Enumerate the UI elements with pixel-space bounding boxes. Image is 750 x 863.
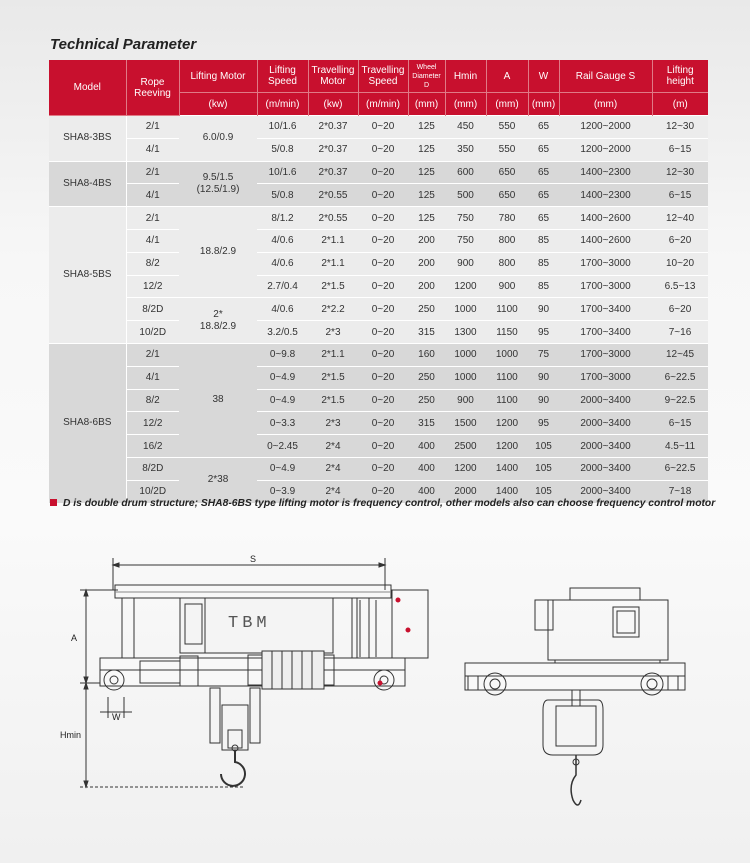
table-cell: 90 (528, 298, 559, 321)
table-cell: 10/2D (126, 480, 179, 502)
table-cell: 90 (528, 389, 559, 412)
table-cell: 2*4 (308, 480, 358, 502)
table-cell: 2*1.5 (308, 389, 358, 412)
table-cell: 1000 (445, 366, 486, 389)
table-cell: 18.8/2.9 (179, 207, 257, 298)
table-cell: 1100 (486, 366, 528, 389)
table-cell: 16/2 (126, 435, 179, 458)
table-cell: 2*1.5 (308, 366, 358, 389)
table-cell: 0~20 (358, 480, 408, 502)
table-cell: 2*0.55 (308, 207, 358, 230)
unit-lifting-motor: (kw) (179, 93, 257, 116)
table-cell: 0~20 (358, 389, 408, 412)
table-cell: 4/0.6 (257, 252, 308, 275)
table-cell: 0~2.45 (257, 435, 308, 458)
table-cell: 75 (528, 343, 559, 366)
table-cell: 2*38 (179, 457, 257, 502)
table-cell: 550 (486, 138, 528, 161)
table-cell: 5/0.8 (257, 184, 308, 207)
dim-label-w: W (112, 712, 121, 722)
table-cell: 7~16 (652, 321, 708, 344)
table-cell: 160 (408, 343, 445, 366)
table-cell: 65 (528, 161, 559, 184)
unit-wheel-diameter: (mm) (408, 93, 445, 116)
table-cell: 2*0.37 (308, 161, 358, 184)
table-cell: 12~45 (652, 343, 708, 366)
col-header-lifting-motor: Lifting Motor (179, 60, 257, 93)
table-cell: 1300 (445, 321, 486, 344)
table-cell: 5/0.8 (257, 138, 308, 161)
table-cell: 780 (486, 207, 528, 230)
table-cell: 1100 (486, 389, 528, 412)
table-cell: 4/1 (126, 229, 179, 252)
table-cell: 2*2.2 (308, 298, 358, 321)
table-cell: 8/2D (126, 457, 179, 480)
col-header-model: Model (49, 60, 126, 116)
table-cell: 65 (528, 116, 559, 139)
table-cell: 2/1 (126, 207, 179, 230)
table-cell: 1700~3000 (559, 343, 652, 366)
table-cell: 2/1 (126, 116, 179, 139)
table-cell: 1200~2000 (559, 138, 652, 161)
table-cell: 1400 (486, 480, 528, 502)
table-cell: 65 (528, 207, 559, 230)
table-cell: 200 (408, 229, 445, 252)
table-cell: 2*3 (308, 321, 358, 344)
table-cell: 65 (528, 138, 559, 161)
footnote-text: D is double drum structure; SHA8-6BS type lifting motor is frequency control, other models also can choose frequency control motor (63, 498, 716, 509)
table-cell: 315 (408, 321, 445, 344)
page-title: Technical Parameter (50, 36, 197, 53)
table-cell: 0~20 (358, 343, 408, 366)
table-cell: 2/1 (126, 343, 179, 366)
col-header-a: A (486, 60, 528, 93)
table-cell: 250 (408, 298, 445, 321)
table-cell: 105 (528, 480, 559, 502)
cell-model: SHA8-5BS (49, 207, 126, 344)
table-cell: 1200 (445, 457, 486, 480)
table-cell: 0~3.9 (257, 480, 308, 502)
table-cell: 0~4.9 (257, 366, 308, 389)
table-cell: 2000 (445, 480, 486, 502)
brand-logo: TBM (228, 614, 271, 633)
table-cell: 315 (408, 412, 445, 435)
table-cell: 1200~2000 (559, 116, 652, 139)
table-cell: 1500 (445, 412, 486, 435)
table-cell: 2000~3400 (559, 412, 652, 435)
table-cell: 250 (408, 389, 445, 412)
table-cell: 650 (486, 184, 528, 207)
table-cell: 6~15 (652, 138, 708, 161)
table-cell: 6.5~13 (652, 275, 708, 298)
table-cell: 4/1 (126, 184, 179, 207)
table-cell: 2000~3400 (559, 480, 652, 502)
table-cell: 200 (408, 252, 445, 275)
table-cell: 38 (179, 343, 257, 457)
table-cell: 125 (408, 184, 445, 207)
table-cell: 125 (408, 116, 445, 139)
table-cell: 3.2/0.5 (257, 321, 308, 344)
table-cell: 2*3 (308, 412, 358, 435)
table-cell: 1000 (445, 298, 486, 321)
table-cell: 1000 (445, 343, 486, 366)
table-cell: 1400~2300 (559, 161, 652, 184)
col-header-rail-gauge: Rail Gauge S (559, 60, 652, 93)
table-cell: 450 (445, 116, 486, 139)
table-cell: 2.7/0.4 (257, 275, 308, 298)
table-cell: 1400 (486, 457, 528, 480)
table-cell: 1700~3000 (559, 366, 652, 389)
table-cell: 4/1 (126, 366, 179, 389)
table-cell: 4/1 (126, 138, 179, 161)
table-cell: 1700~3400 (559, 298, 652, 321)
cell-model: SHA8-4BS (49, 161, 126, 207)
table-cell: 4.5~11 (652, 435, 708, 458)
table-cell: 200 (408, 275, 445, 298)
dim-label-s: S (250, 554, 257, 564)
table-cell: 400 (408, 457, 445, 480)
table-cell: 125 (408, 161, 445, 184)
table-cell: 2000~3400 (559, 457, 652, 480)
table-cell: 250 (408, 366, 445, 389)
table-cell: 900 (445, 389, 486, 412)
table-cell: 8/2 (126, 389, 179, 412)
table-cell: 125 (408, 207, 445, 230)
table-cell: 0~20 (358, 366, 408, 389)
table-cell: 10/2D (126, 321, 179, 344)
cell-model: SHA8-6BS (49, 343, 126, 502)
table-cell: 1400~2600 (559, 229, 652, 252)
table-cell: 9.5/1.5 (12.5/1.9) (179, 161, 257, 207)
table-cell: 750 (445, 229, 486, 252)
table-cell: 750 (445, 207, 486, 230)
hoist-front-view (465, 588, 685, 805)
table-cell: 12/2 (126, 412, 179, 435)
table-cell: 0~20 (358, 435, 408, 458)
table-cell: 350 (445, 138, 486, 161)
table-cell: 400 (408, 480, 445, 502)
table-cell: 800 (486, 229, 528, 252)
unit-lifting-speed: (m/min) (257, 93, 308, 116)
table-cell: 1150 (486, 321, 528, 344)
col-header-w: W (528, 60, 559, 93)
table-cell: 2000~3400 (559, 389, 652, 412)
table-cell: 0~3.3 (257, 412, 308, 435)
table-cell: 9~22.5 (652, 389, 708, 412)
table-cell: 2*1.1 (308, 229, 358, 252)
table-cell: 0~4.9 (257, 457, 308, 480)
table-cell: 85 (528, 252, 559, 275)
cell-model: SHA8-3BS (49, 116, 126, 162)
table-cell: 1200 (445, 275, 486, 298)
unit-hmin: (mm) (445, 93, 486, 116)
table-cell: 0~20 (358, 321, 408, 344)
unit-rail-gauge: (mm) (559, 93, 652, 116)
table-cell: 95 (528, 321, 559, 344)
table-cell: 500 (445, 184, 486, 207)
table-cell: 0~20 (358, 184, 408, 207)
table-cell: 0~20 (358, 161, 408, 184)
table-cell: 95 (528, 412, 559, 435)
unit-travelling-motor: (kw) (308, 93, 358, 116)
col-header-hmin: Hmin (445, 60, 486, 93)
table-cell: 8/1.2 (257, 207, 308, 230)
unit-lifting-height: (m) (652, 93, 708, 116)
table-cell: 1700~3000 (559, 252, 652, 275)
table-cell: 2/1 (126, 161, 179, 184)
table-cell: 10/1.6 (257, 116, 308, 139)
table-cell: 900 (486, 275, 528, 298)
table-cell: 8/2 (126, 252, 179, 275)
dim-label-a: A (71, 633, 78, 643)
table-cell: 10/1.6 (257, 161, 308, 184)
table-cell: 6~22.5 (652, 366, 708, 389)
table-cell: 2000~3400 (559, 435, 652, 458)
table-cell: 105 (528, 457, 559, 480)
table-cell: 0~20 (358, 138, 408, 161)
table-cell: 0~20 (358, 457, 408, 480)
col-header-travelling-speed: Travelling Speed (358, 60, 408, 93)
table-cell: 2*4 (308, 435, 358, 458)
table-cell: 105 (528, 435, 559, 458)
table-cell: 800 (486, 252, 528, 275)
unit-travelling-speed: (m/min) (358, 93, 408, 116)
table-cell: 1400~2600 (559, 207, 652, 230)
table-cell: 0~20 (358, 229, 408, 252)
table-cell: 600 (445, 161, 486, 184)
col-header-lifting-speed: Lifting Speed (257, 60, 308, 93)
table-cell: 12~30 (652, 116, 708, 139)
table-cell: 2*1.1 (308, 252, 358, 275)
table-cell: 125 (408, 138, 445, 161)
table-cell: 7~18 (652, 480, 708, 502)
table-cell: 0~20 (358, 298, 408, 321)
table-cell: 2*4 (308, 457, 358, 480)
table-cell: 0~20 (358, 412, 408, 435)
col-header-rope-reeving: Rope Reeving (126, 60, 179, 116)
table-cell: 1200 (486, 435, 528, 458)
table-cell: 2500 (445, 435, 486, 458)
unit-a: (mm) (486, 93, 528, 116)
col-header-wheel-diameter: Wheel Diameter D (408, 60, 445, 93)
table-cell: 6~22.5 (652, 457, 708, 480)
table-cell: 0~20 (358, 275, 408, 298)
table-cell: 900 (445, 252, 486, 275)
table-cell: 2*1.5 (308, 275, 358, 298)
table-cell: 6~15 (652, 184, 708, 207)
table-cell: 1700~3400 (559, 321, 652, 344)
table-cell: 65 (528, 184, 559, 207)
table-cell: 6~20 (652, 298, 708, 321)
table-cell: 0~20 (358, 116, 408, 139)
table-cell: 400 (408, 435, 445, 458)
table-cell: 2*1.1 (308, 343, 358, 366)
table-cell: 90 (528, 366, 559, 389)
table-cell: 650 (486, 161, 528, 184)
table-cell: 85 (528, 275, 559, 298)
table-cell: 1200 (486, 412, 528, 435)
table-cell: 0~9.8 (257, 343, 308, 366)
table-cell: 6~20 (652, 229, 708, 252)
table-cell: 12/2 (126, 275, 179, 298)
table-cell: 2* 18.8/2.9 (179, 298, 257, 344)
unit-w: (mm) (528, 93, 559, 116)
table-cell: 12~40 (652, 207, 708, 230)
table-cell: 4/0.6 (257, 229, 308, 252)
table-cell: 1100 (486, 298, 528, 321)
table-cell: 12~30 (652, 161, 708, 184)
table-cell: 4/0.6 (257, 298, 308, 321)
table-cell: 2*0.37 (308, 116, 358, 139)
table-cell: 10~20 (652, 252, 708, 275)
table-cell: 85 (528, 229, 559, 252)
table-cell: 6~15 (652, 412, 708, 435)
table-cell: 550 (486, 116, 528, 139)
table-cell: 1400~2300 (559, 184, 652, 207)
table-cell: 0~20 (358, 207, 408, 230)
table-cell: 0~4.9 (257, 389, 308, 412)
table-cell: 8/2D (126, 298, 179, 321)
col-header-travelling-motor: Travelling Motor (308, 60, 358, 93)
table-cell: 2*0.55 (308, 184, 358, 207)
table-cell: 1000 (486, 343, 528, 366)
table-cell: 0~20 (358, 252, 408, 275)
table-cell: 1700~3000 (559, 275, 652, 298)
table-cell: 2*0.37 (308, 138, 358, 161)
col-header-lifting-height: Lifting height (652, 60, 708, 93)
table-cell: 6.0/0.9 (179, 116, 257, 162)
dim-label-hmin: Hmin (60, 730, 82, 740)
